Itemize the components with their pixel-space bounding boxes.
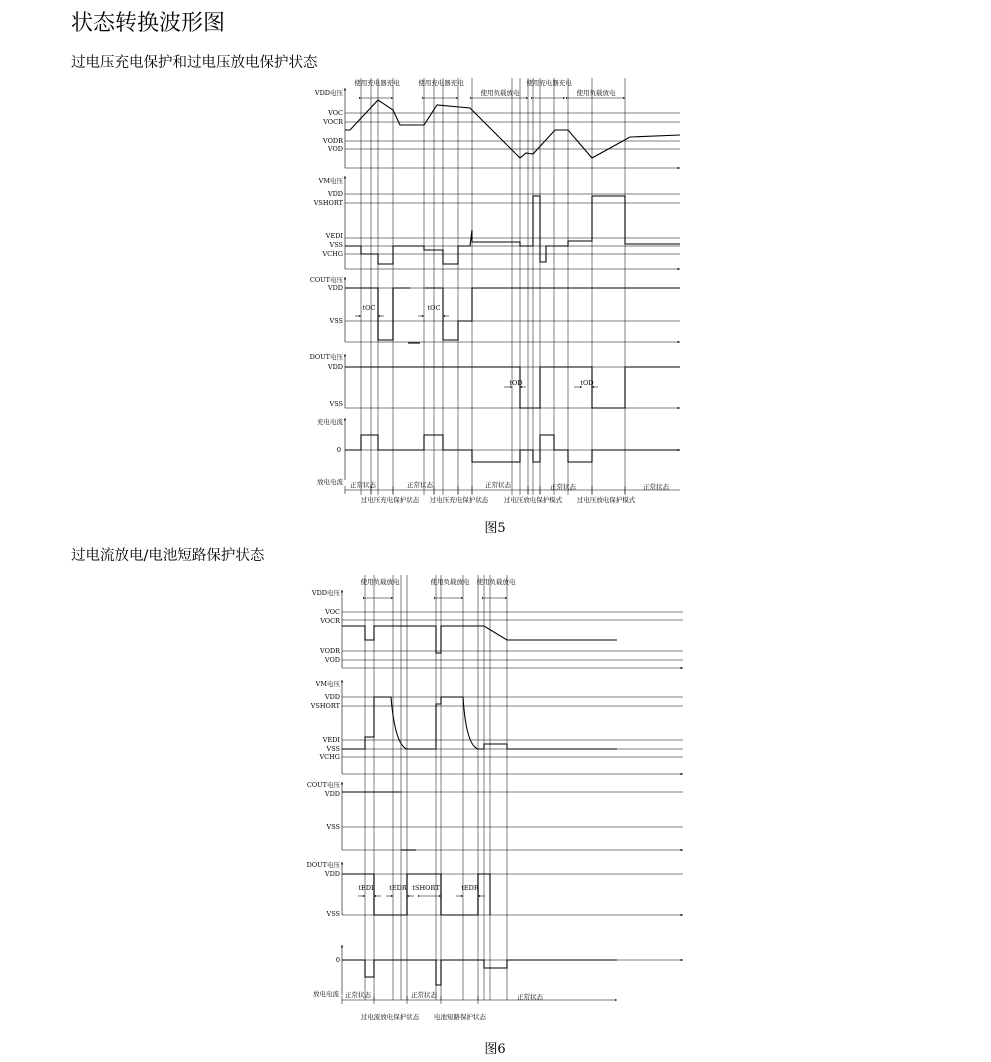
fig6-action-label: 使用负载放电 [430,578,470,586]
section1-heading: 过电压充电保护和过电压放电保护状态 [71,55,318,71]
fig5-axis-title: 充电电流 [317,418,343,426]
fig6-state-label: 正常状态 [345,991,371,999]
fig5-level-label: VOD [327,145,343,153]
fig5-level-label: VSHORT [313,199,343,207]
fig5-action-label: 使用负载放电 [576,89,616,97]
fig6-level-label: VDD [324,693,340,701]
fig6-marker-label: tEDR [389,884,407,892]
fig5-marker-label: tOD [580,379,594,387]
fig6-marker-label: tEDR [461,884,479,892]
fig5-level-label: VSS [329,400,343,408]
fig5-time-markers [361,78,625,495]
fig6-level-label: VEDI [322,736,340,744]
fig5-axis-title: DOUT电压 [309,353,343,361]
fig5-marker-label: tOC [427,304,441,312]
fig5-level-label: VDD [327,284,343,292]
fig5-level-label: VDD [327,190,343,198]
fig5-level-label: 0 [336,446,341,454]
fig6-level-label: VSS [326,910,340,918]
fig5-action-label: 使用充电器充电 [526,79,572,87]
fig6-axis-title: DOUT电压 [306,861,340,869]
fig5-level-label: VSS [329,241,343,249]
fig6-vdd-axis [311,588,683,668]
fig6-marker-label: tEDI [358,884,374,892]
fig5-current-waveform [345,435,680,462]
fig6-vm-axis [310,679,683,774]
fig5-axis-title: 放电电流 [317,478,343,486]
fig5-top-actions [354,78,625,98]
fig5-level-label: VODR [322,137,343,145]
fig6-level-label: VSS [326,745,340,753]
fig5-cout-axis [310,275,680,343]
fig6-state-label: 正常状态 [517,993,543,1001]
fig5-axis-title: VDD电压 [314,89,343,97]
section2-heading: 过电流放电/电池短路保护状态 [71,548,265,564]
fig5-state-label: 过电压充电保护状态 [360,496,420,504]
fig5-dout-waveform [345,367,680,408]
fig6-axis-title: VM电压 [315,680,340,688]
fig5-level-label: VSS [329,317,343,325]
fig5-action-label: 使用充电器充电 [354,79,400,87]
fig6-level-label: VOCR [320,617,340,625]
fig5-marker-label: tOC [362,304,376,312]
fig6-level-label: VDD [324,870,340,878]
fig6-axis-title: VDD电压 [311,589,340,597]
fig6-level-label: VSS [326,823,340,831]
fig6-state-label: 电池短路保护状态 [434,1013,486,1021]
fig5-state-label: 正常状态 [485,481,511,489]
figure-5 [310,78,680,536]
fig6-marker-label: tSHORT [412,884,440,892]
fig6-vdd-waveform [342,626,617,653]
fig6-current-waveform [342,960,617,985]
fig5-state-label: 过电压放电保护模式 [503,496,563,504]
fig6-vm-waveform [342,697,617,749]
fig6-level-label: VODR [319,647,340,655]
fig6-level-label: VCHG [319,753,340,761]
fig6-level-label: VOD [324,656,340,664]
fig5-level-label: VOC [328,109,343,117]
fig5-state-label: 正常状态 [550,483,576,491]
fig5-level-label: VCHG [322,250,343,258]
fig5-dout-axis [310,352,680,408]
fig5-state-label: 正常状态 [407,481,433,489]
fig5-axis-title: VM电压 [318,177,343,185]
fig6-action-label: 使用负载放电 [360,578,400,586]
fig5-caption: 图5 [484,521,506,536]
fig5-level-label: VDD [327,363,343,371]
fig5-state-label: 过电压充电保护状态 [429,496,489,504]
fig6-state-label: 过电流放电保护状态 [360,1013,420,1021]
fig5-state-label: 正常状态 [643,483,669,491]
fig5-state-label: 过电压放电保护模式 [576,496,636,504]
fig6-axis-title: COUT电压 [306,781,340,789]
fig6-level-label: 0 [335,956,340,964]
fig6-dout-axis [307,860,683,918]
fig6-caption: 图6 [484,1042,506,1057]
figure-6 [307,575,683,1057]
fig5-level-label: VOCR [323,118,343,126]
fig6-cout-axis [307,780,683,850]
fig5-action-label: 使用充电器充电 [418,79,464,87]
fig5-vdd-waveform [345,100,680,158]
fig5-action-label: 使用负载放电 [480,89,520,97]
page-title: 状态转换波形图 [71,11,226,36]
fig5-level-label: VEDI [325,232,343,240]
fig6-dout-waveform [342,874,490,915]
fig5-state-label: 正常状态 [350,481,376,489]
fig5-axis-title: COUT电压 [309,276,343,284]
fig5-marker-label: tOD [509,379,523,387]
fig5-current-axis [317,417,680,486]
fig5-states [345,480,680,504]
fig6-top-actions [361,577,517,598]
fig6-state-label: 正常状态 [411,991,437,999]
fig6-level-label: VSHORT [310,702,340,710]
fig6-axis-title: 放电电流 [313,990,339,998]
fig6-level-label: VDD [324,790,340,798]
fig6-states [342,990,617,1021]
fig6-action-label: 使用负载放电 [476,578,516,586]
fig6-level-label: VOC [325,608,340,616]
